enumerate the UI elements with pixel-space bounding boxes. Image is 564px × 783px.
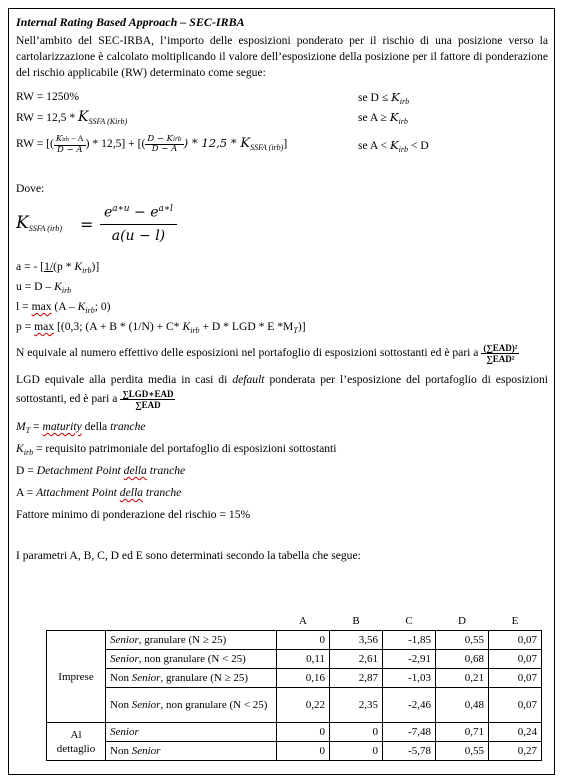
table-row: Senior, non granulare (N < 25) 0,11 2,61 -2,91 0,68 0,07 <box>47 650 542 669</box>
table-intro: I parametri A, B, C, D ed E sono determinati secondo la tabella che segue: <box>16 549 361 562</box>
rw-line-3: RW = [( $\frac{\text{Kirb − A}}{D - A}$ ) * 12,5] + [( $\frac{\text{D − Kirb}}{D - A}$ ) * $12,5 * K_{SSFA (irb)}$] se $A < K_{irb} < D$ <box>16 133 429 155</box>
col-header-d: D <box>436 612 489 631</box>
col-header-b: B <box>330 612 383 631</box>
table-row: Al dettaglio Senior 0 0 -7,48 0,71 0,24 <box>47 723 542 742</box>
def-kirb: $K_{irb}$ = requisito patrimoniale del portafoglio di esposizioni sottostanti <box>16 442 337 457</box>
table-row: Non Senior 0 0 -5,78 0,55 0,27 <box>47 742 542 761</box>
def-lgd: LGD equivale alla perdita media in casi di default ponderata per l’esposizione del portafoglio di esposizioni sottostanti, ed è pari a $\frac{\text{∑LGD∗EAD}}{\text{∑EAD}}$ <box>16 373 548 410</box>
def-p: p = max [(0,3; (A + B * (1/N) + C* $K_{irb} + D$ * LGD * E $*M_T$)] <box>16 320 306 335</box>
parameters-table <box>46 612 542 761</box>
risk-weight-floor: Fattore minimo di ponderazione del rischio = 15% <box>16 508 251 521</box>
table-row: Non Senior, granulare (N ≥ 25) 0,16 2,87 -1,03 0,21 0,07 <box>47 669 542 688</box>
doc-title: Internal Rating Based Approach – SEC-IRBA <box>16 15 245 29</box>
kssfa-formula: $K_{SSFA (irb)}$ = $\frac{e^{a∗u} - e^{a∗l}}{a(u - l)}$ <box>16 199 548 251</box>
def-l: $l = \max (A - K_{irb}$; 0) <box>16 300 111 315</box>
dove-label: Dove: <box>16 182 45 195</box>
col-header-a: A <box>277 612 330 631</box>
def-u: $u = D - K_{irb}$ <box>16 280 72 295</box>
group-imprese: Imprese <box>47 631 106 723</box>
table-row: Non Senior, non granulare (N < 25) 0,22 2,35 -2,46 0,48 0,07 <box>47 688 542 723</box>
rw-line-1: RW = 1250% se $D \le K_{irb}$ <box>16 90 410 106</box>
rw-line-2: RW = $12,5 * K_{SSFA (Kirb)}$ se $A \ge K_{irb}$ <box>16 109 408 126</box>
def-mt: $M_T$ = maturity della tranche <box>16 420 146 435</box>
def-n: N equivale al numero effettivo delle esposizioni nel portafoglio di esposizioni sottostanti ed è pari a $\frac{\text{(∑EAD)²}}{\text{∑EAD²}}$ <box>16 342 518 364</box>
group-al-dettaglio: Al dettaglio <box>47 723 106 761</box>
table-header-row <box>47 612 542 631</box>
document-body <box>16 14 548 566</box>
col-header-e: E <box>489 612 542 631</box>
table-row: Imprese Senior, granulare (N ≥ 25) 0 3,56 -1,85 0,55 0,07 <box>47 631 542 650</box>
def-a-point: A = Attachment Point della tranche <box>16 486 182 499</box>
col-header-c: C <box>383 612 436 631</box>
def-a: a = - $[1/(p * K_{irb})]$ <box>16 260 100 275</box>
intro-paragraph: Nell’ambito del SEC-IRBA, l’importo delle esposizioni ponderato per il rischio di una posizione verso la cartolarizzazione è calcolato moltiplicando il valore dell’esposizione della posizione per il fattore di ponderazione del rischio applicabile (RW) determinato come segue: <box>16 34 548 79</box>
def-d: D = Detachment Point della tranche <box>16 464 186 477</box>
